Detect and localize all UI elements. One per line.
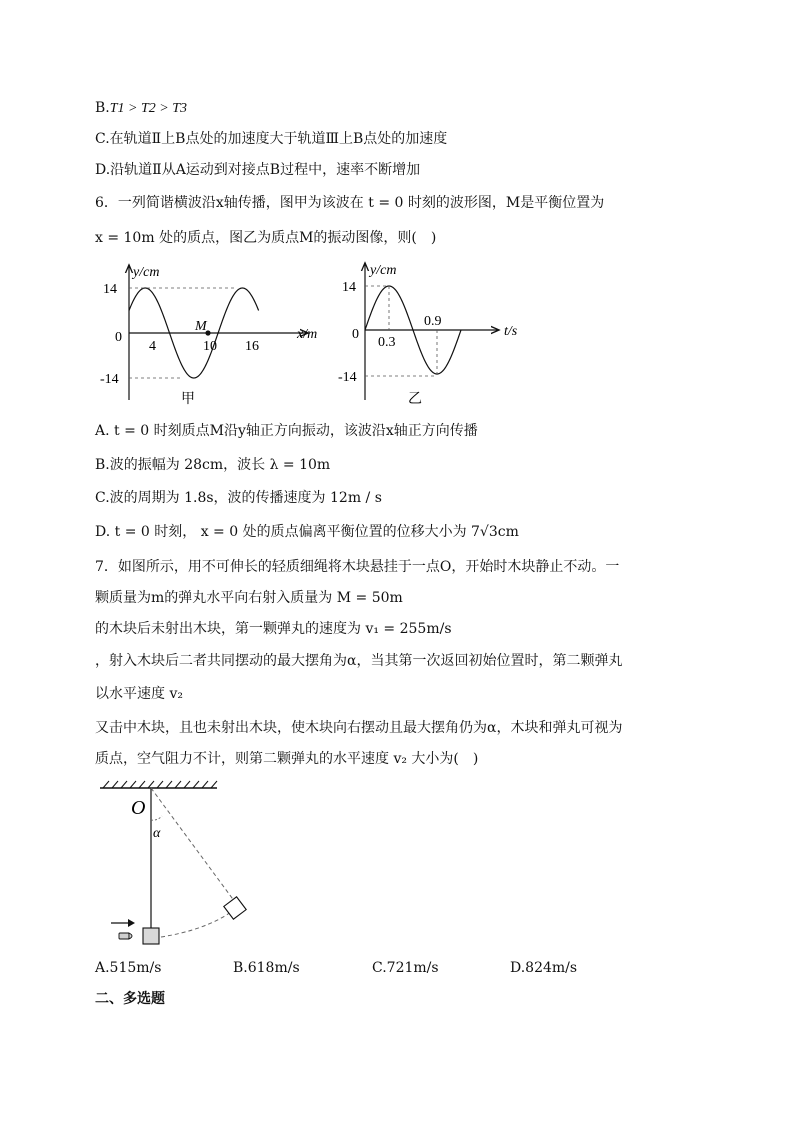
q6-option-a: A. t = 0 时刻质点M沿y轴正方向振动，该波沿x轴正方向传播: [95, 423, 478, 439]
ceiling-hatching: [103, 781, 217, 788]
q7-stem-line4: ，射入木块后二者共同摆动的最大摆角为α，当其第一次返回初始位置时，第二颗弹丸: [95, 653, 623, 669]
yi-tick-03: 0.3: [378, 335, 396, 350]
block-swung: [224, 897, 246, 919]
q5-option-c: C.在轨道Ⅱ上B点处的加速度大于轨道Ⅲ上B点处的加速度: [95, 131, 448, 147]
yi-caption: 乙: [408, 391, 422, 407]
q7-stem-line7: 质点，空气阻力不计，则第二颗弹丸的水平速度 v₂ 大小为( ): [95, 751, 479, 767]
q7-stem-line1: 7．如图所示，用不可伸长的轻质细绳将木块悬挂于一点O，开始时木块静止不动。一: [95, 559, 620, 575]
q5-option-d: D.沿轨道Ⅱ从A运动到对接点B过程中，速率不断增加: [95, 162, 421, 178]
yi-origin: 0: [352, 327, 359, 342]
jia-caption: 甲: [181, 391, 195, 407]
jia-xlabel: x/m: [297, 327, 318, 342]
q7-option-d: D.824m/s: [510, 960, 578, 976]
yi-y-top: 14: [342, 280, 356, 295]
string-swung: [151, 788, 235, 902]
jia-point-label: M: [195, 319, 207, 334]
jia-tick-10: 10: [203, 339, 217, 354]
q6-option-d: D. t = 0 时刻， x = 0 处的质点偏离平衡位置的位移大小为 7√3cm: [95, 524, 519, 540]
q6-stem-line2: x = 10m 处的质点，图乙为质点M的振动图像，则( ): [95, 230, 437, 246]
block-rest: [143, 928, 159, 944]
angle-arc: [151, 816, 162, 820]
arrow-right-icon: [111, 919, 135, 927]
angle-label: α: [153, 826, 161, 841]
section-title: 二、多选题: [95, 991, 165, 1007]
yi-ylabel: y/cm: [370, 263, 397, 278]
q7-stem-line3: 的木块后未射出木块，第一颗弹丸的速度为 v₁ = 255m/s: [95, 621, 452, 637]
q7-option-a: A.515m/s: [95, 960, 162, 976]
q6-stem-line1: 6．一列简谐横波沿x轴传播，图甲为该波在 t = 0 时刻的波形图，M是平衡位置为: [95, 195, 605, 211]
figure-pendulum: [95, 780, 265, 950]
yi-tick-09: 0.9: [424, 314, 442, 329]
q7-stem-line6: 又击中木块，且也未射出木块，使木块向右摆动且最大摆角仍为α，木块和弹丸可视为: [95, 720, 623, 736]
q6-option-c: C.波的周期为 1.8s，波的传播速度为 12m / s: [95, 490, 382, 506]
jia-y-bottom: -14: [100, 372, 119, 387]
jia-ylabel: y/cm: [133, 265, 160, 280]
q7-stem-line2: 颗质量为m的弹丸水平向右射入质量为 M = 50m: [95, 590, 403, 606]
q7-option-b: B.618m/s: [233, 960, 300, 976]
bullet-icon: [119, 933, 132, 939]
q5-option-b: B.T1 > T2 > T3: [95, 100, 188, 116]
jia-origin: 0: [115, 330, 122, 345]
jia-tick-4: 4: [149, 339, 156, 354]
jia-tick-16: 16: [245, 339, 259, 354]
yi-xlabel: t/s: [504, 324, 518, 339]
figure-yi-vibration-graph: [338, 258, 538, 408]
swing-arc: [161, 912, 231, 937]
jia-y-top: 14: [103, 282, 117, 297]
pivot-label: O: [131, 797, 146, 819]
q5-option-b-formula: T1 > T2 > T3: [109, 101, 188, 116]
yi-y-bottom: -14: [338, 370, 357, 385]
q7-stem-line5: 以水平速度 v₂: [95, 686, 183, 702]
q6-option-b: B.波的振幅为 28cm，波长 λ = 10m: [95, 457, 331, 473]
figure-jia-wave-graph: [95, 258, 335, 408]
q7-option-c: C.721m/s: [372, 960, 439, 976]
